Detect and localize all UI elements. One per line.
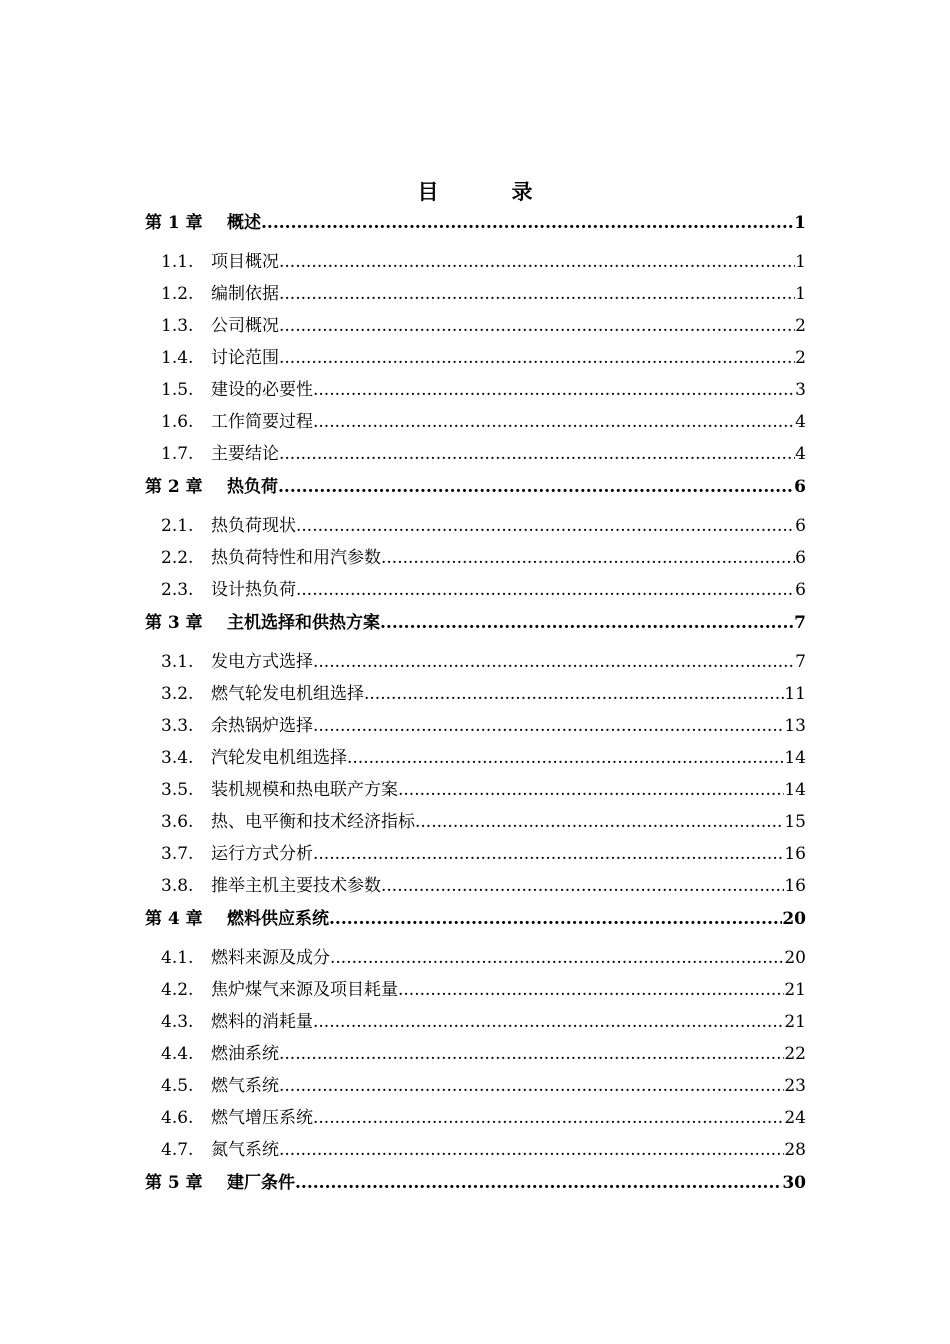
toc-entry-page-number: 4 (795, 444, 806, 464)
toc-leader-dots (329, 902, 782, 936)
toc-entry-label: 概述 (227, 213, 261, 233)
toc-leader-dots (279, 310, 795, 342)
toc-leader-dots (296, 510, 795, 542)
toc-section-entry[interactable] (145, 542, 806, 574)
toc-entry-number: 3.6. (161, 812, 194, 832)
toc-entry-label: 余热锅炉选择 (211, 716, 313, 736)
toc-entry-page-number: 7 (795, 652, 806, 672)
toc-leader-dots (398, 774, 784, 806)
toc-entry-number: 4.4. (161, 1044, 194, 1064)
toc-title: 目 录 (417, 179, 559, 204)
toc-chapter-entry[interactable] (145, 606, 806, 640)
toc-entry-page-number: 1 (794, 213, 806, 233)
toc-entry-number: 1.4. (161, 348, 194, 368)
toc-leader-dots (313, 838, 784, 870)
toc-entry-label: 燃料供应系统 (227, 909, 329, 929)
toc-entry-label: 燃料的消耗量 (211, 1012, 313, 1032)
toc-entry-number: 2.1. (161, 516, 194, 536)
toc-entry-label: 燃气轮发电机组选择 (211, 684, 364, 704)
toc-entry-number: 3.3. (161, 716, 194, 736)
toc-entry-page-number: 21 (784, 980, 806, 1000)
toc-entry-page-number: 11 (784, 684, 806, 704)
toc-entry-page-number: 6 (794, 477, 806, 497)
toc-leader-dots (296, 574, 795, 606)
toc-entry-page-number: 6 (795, 580, 806, 600)
toc-section-entry[interactable] (145, 342, 806, 374)
toc-leader-dots (380, 606, 794, 640)
toc-entry-label: 主机选择和供热方案 (227, 613, 380, 633)
toc-leader-dots (313, 374, 795, 406)
toc-section-entry[interactable] (145, 838, 806, 870)
toc-entry-page-number: 30 (782, 1173, 806, 1193)
toc-entry-label: 汽轮发电机组选择 (211, 748, 347, 768)
toc-section-entry[interactable] (145, 742, 806, 774)
toc-entry-page-number: 14 (784, 780, 806, 800)
toc-section-entry[interactable] (145, 310, 806, 342)
toc-entry-page-number: 15 (784, 812, 806, 832)
toc-entry-label: 公司概况 (211, 316, 279, 336)
toc-section-entry[interactable] (145, 870, 806, 902)
toc-entry-page-number: 24 (784, 1108, 806, 1128)
toc-entry-number: 第 3 章 (145, 613, 203, 633)
toc-entry-number: 4.1. (161, 948, 194, 968)
toc-entry-number: 第 5 章 (145, 1173, 203, 1193)
toc-section-entry[interactable] (145, 574, 806, 606)
toc-entry-page-number: 6 (795, 516, 806, 536)
toc-entry-number: 第 1 章 (145, 213, 203, 233)
toc-section-entry[interactable] (145, 678, 806, 710)
toc-section-entry[interactable] (145, 942, 806, 974)
toc-section-entry[interactable] (145, 1006, 806, 1038)
toc-section-entry[interactable] (145, 374, 806, 406)
toc-entry-page-number: 28 (784, 1140, 806, 1160)
toc-section-entry[interactable] (145, 438, 806, 470)
toc-entry-number: 第 2 章 (145, 477, 203, 497)
toc-entry-number: 1.1. (161, 252, 194, 272)
toc-entry-number: 1.7. (161, 444, 194, 464)
toc-entry-number: 3.4. (161, 748, 194, 768)
toc-chapter-entry[interactable] (145, 206, 806, 240)
toc-entry-page-number: 4 (795, 412, 806, 432)
toc-leader-dots (330, 942, 784, 974)
toc-entry-page-number: 16 (784, 844, 806, 864)
toc-leader-dots (313, 406, 795, 438)
toc-entry-page-number: 22 (784, 1044, 806, 1064)
chapter-spacer (145, 1200, 806, 1206)
toc-chapter-entry[interactable] (145, 902, 806, 936)
toc-leader-dots (261, 206, 794, 240)
toc-leader-dots (313, 646, 795, 678)
toc-leader-dots (313, 1006, 784, 1038)
toc-entry-number: 1.3. (161, 316, 194, 336)
toc-section-entry[interactable] (145, 1134, 806, 1166)
toc-entry-number: 3.2. (161, 684, 194, 704)
toc-entry-number: 4.5. (161, 1076, 194, 1096)
toc-entry-page-number: 16 (784, 876, 806, 896)
toc-entry-page-number: 1 (795, 284, 806, 304)
toc-entry-label: 燃气增压系统 (211, 1108, 313, 1128)
toc-entry-number: 3.5. (161, 780, 194, 800)
toc-leader-dots (295, 1166, 782, 1200)
toc-leader-dots (279, 246, 795, 278)
toc-entry-page-number: 2 (795, 316, 806, 336)
toc-entry-number: 4.6. (161, 1108, 194, 1128)
toc-chapter-entry[interactable] (145, 1166, 806, 1200)
toc-section-entry[interactable] (145, 278, 806, 310)
toc-leader-dots (313, 710, 784, 742)
toc-entry-number: 1.5. (161, 380, 194, 400)
toc-leader-dots (278, 470, 794, 504)
toc-leader-dots (279, 1134, 784, 1166)
toc-section-entry[interactable] (145, 806, 806, 838)
toc-entry-number: 第 4 章 (145, 909, 203, 929)
toc-entry-page-number: 13 (784, 716, 806, 736)
toc-entry-number: 2.2. (161, 548, 194, 568)
toc-entry-label: 热负荷特性和用汽参数 (211, 548, 381, 568)
toc-leader-dots (398, 974, 784, 1006)
toc-entry-number: 1.6. (161, 412, 194, 432)
toc-entry-label: 焦炉煤气来源及项目耗量 (211, 980, 398, 1000)
toc-entry-label: 推举主机主要技术参数 (211, 876, 381, 896)
toc-section-entry[interactable] (145, 710, 806, 742)
toc-entry-label: 装机规模和热电联产方案 (211, 780, 398, 800)
toc-entry-page-number: 14 (784, 748, 806, 768)
toc-entry-label: 编制依据 (211, 284, 279, 304)
toc-entry-number: 4.7. (161, 1140, 194, 1160)
toc-leader-dots (381, 542, 795, 574)
toc-entry-label: 燃气系统 (211, 1076, 279, 1096)
toc-entry-number: 1.2. (161, 284, 194, 304)
toc-section-entry[interactable] (145, 774, 806, 806)
toc-entry-label: 主要结论 (211, 444, 279, 464)
toc-entry-label: 工作简要过程 (211, 412, 313, 432)
toc-section-entry[interactable] (145, 1070, 806, 1102)
toc-entry-page-number: 7 (794, 613, 806, 633)
toc-leader-dots (364, 678, 784, 710)
toc-leader-dots (279, 1070, 784, 1102)
toc-leader-dots (347, 742, 784, 774)
toc-section-entry[interactable] (145, 974, 806, 1006)
toc-section-entry[interactable] (145, 246, 806, 278)
toc-entry-label: 建厂条件 (227, 1173, 295, 1193)
toc-entry-label: 燃油系统 (211, 1044, 279, 1064)
toc-entry-page-number: 6 (795, 548, 806, 568)
toc-entry-page-number: 20 (784, 948, 806, 968)
toc-entry-label: 运行方式分析 (211, 844, 313, 864)
toc-section-entry[interactable] (145, 1038, 806, 1070)
toc-entry-page-number: 21 (784, 1012, 806, 1032)
toc-leader-dots (279, 278, 795, 310)
toc-entry-number: 2.3. (161, 580, 194, 600)
toc-entry-page-number: 3 (795, 380, 806, 400)
toc-entry-label: 热负荷 (227, 477, 278, 497)
toc-entry-label: 发电方式选择 (211, 652, 313, 672)
toc-section-entry[interactable] (145, 406, 806, 438)
toc-chapter-entry[interactable] (145, 470, 806, 504)
toc-entry-label: 燃料来源及成分 (211, 948, 330, 968)
toc-entry-number: 3.8. (161, 876, 194, 896)
toc-entry-page-number: 23 (784, 1076, 806, 1096)
toc-entry-label: 热负荷现状 (211, 516, 296, 536)
toc-leader-dots (279, 1038, 784, 1070)
toc-entry-label: 建设的必要性 (211, 380, 313, 400)
toc-entry-number: 3.7. (161, 844, 194, 864)
toc-entry-page-number: 1 (795, 252, 806, 272)
toc-entry-number: 4.3. (161, 1012, 194, 1032)
toc-leader-dots (279, 438, 795, 470)
toc-entry-label: 讨论范围 (211, 348, 279, 368)
toc-entry-number: 3.1. (161, 652, 194, 672)
toc-leader-dots (279, 342, 795, 374)
toc-entry-label: 项目概况 (211, 252, 279, 272)
toc-entry-number: 4.2. (161, 980, 194, 1000)
toc-leader-dots (313, 1102, 784, 1134)
toc-entry-page-number: 2 (795, 348, 806, 368)
toc-entry-page-number: 20 (782, 909, 806, 929)
toc-leader-dots (381, 870, 784, 902)
toc-entry-label: 氮气系统 (211, 1140, 279, 1160)
toc-leader-dots (415, 806, 784, 838)
toc-section-entry[interactable] (145, 646, 806, 678)
toc-entry-label: 设计热负荷 (211, 580, 296, 600)
table-of-contents (145, 206, 806, 1206)
toc-entry-label: 热、电平衡和技术经济指标 (211, 812, 415, 832)
toc-section-entry[interactable] (145, 510, 806, 542)
toc-section-entry[interactable] (145, 1102, 806, 1134)
